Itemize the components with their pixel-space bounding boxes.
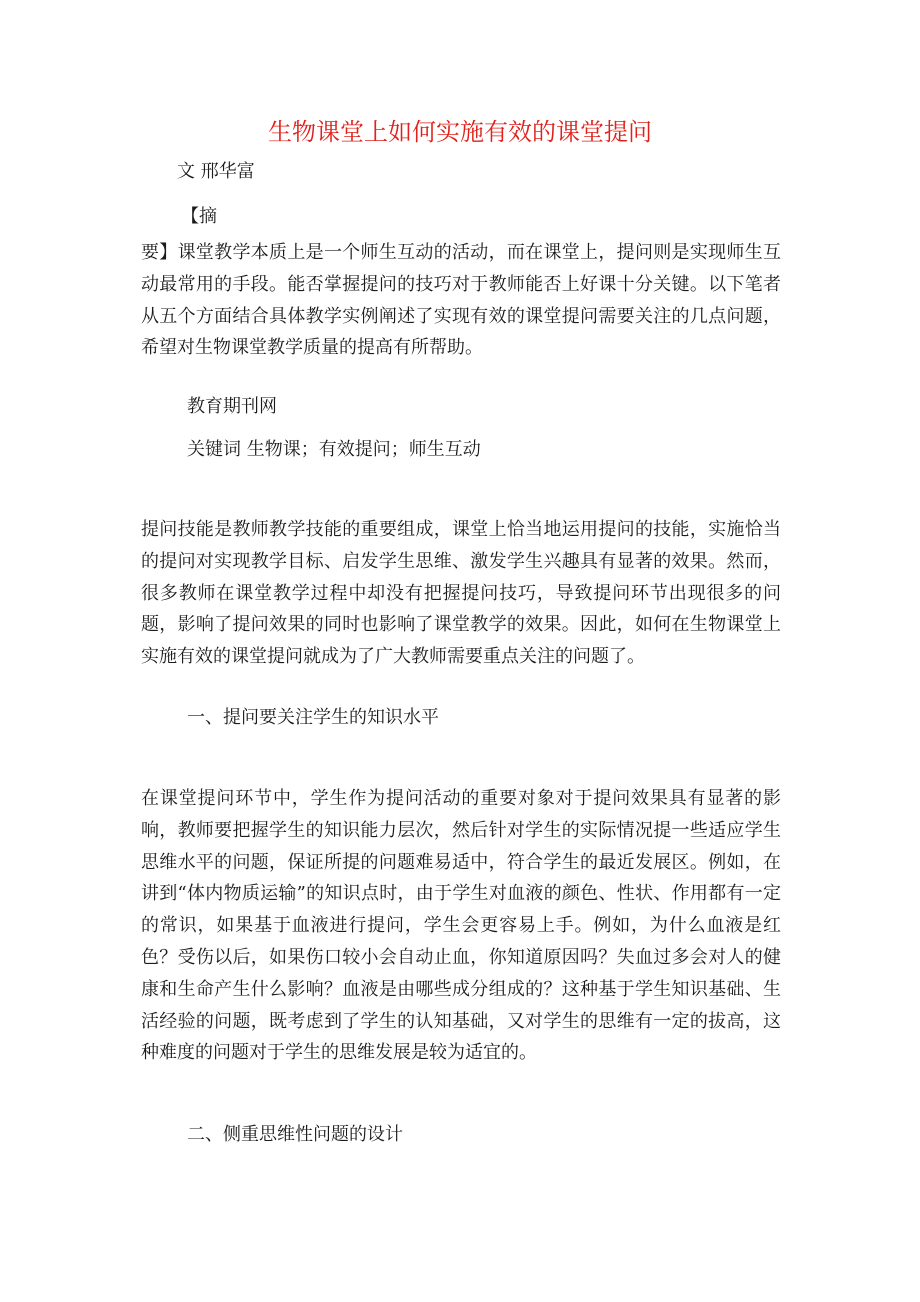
intro-paragraph: 提问技能是教师教学技能的重要组成，课堂上恰当地运用提问的技能，实施恰当的提问对实现教学目标、启发学生思维、激发学生兴趣具有显著的效果。然而，很多教师在课堂教学过程中却没有把握提问技巧，导致提问环节出现很多的问题，影响了提问效果的同时也影响了课堂教学的效果。因此，如何在生物课堂上实施有效的课堂提问就成为了广大教师需要重点关注的问题了。 [141, 519, 781, 668]
source-label: 教育期刊网 [187, 396, 277, 417]
abstract-label: 【摘 [181, 206, 217, 227]
section1-heading: 一、提问要关注学生的知识水平 [187, 707, 439, 728]
section2-heading: 二、侧重思维性问题的设计 [187, 1124, 403, 1145]
abstract-text: 要】课堂教学本质上是一个师生互动的活动，而在课堂上，提问则是实现师生互动最常用的手段。能否掌握提问的技巧对于教师能否上好课十分关键。以下笔者从五个方面结合具体教学实例阐述了实现有效的课堂提问需要关注的几点问题，希望对生物课堂教学质量的提高有所帮助。 [141, 242, 781, 359]
keywords-line: 关键词 生物课；有效提问；师生互动 [187, 439, 481, 460]
author-line: 文 邢华富 [177, 161, 255, 182]
section1-paragraph: 在课堂提问环节中，学生作为提问活动的重要对象对于提问效果具有显著的影响，教师要把握学生的知识能力层次，然后针对学生的实际情况提一些适应学生思维水平的问题，保证所提的问题难易适中，符合学生的最近发展区。例如，在讲到“体内物质运输”的知识点时，由于学生对血液的颜色、性状、作用都有一定的常识，如果基于血液进行提问，学生会更容易上手。例如，为什么血液是红色？受伤以后，如果伤口较小会自动止血，你知道原因吗？失血过多会对人的健康和生命产生什么影响？血液是由哪些成分组成的？这种基于学生知识基础、生活经验的问题，既考虑到了学生的认知基础，又对学生的思维有一定的拔高，这种难度的问题对于学生的思维发展是较为适宜的。 [141, 788, 781, 1064]
document-title: 生物课堂上如何实施有效的课堂提问 [268, 118, 652, 146]
